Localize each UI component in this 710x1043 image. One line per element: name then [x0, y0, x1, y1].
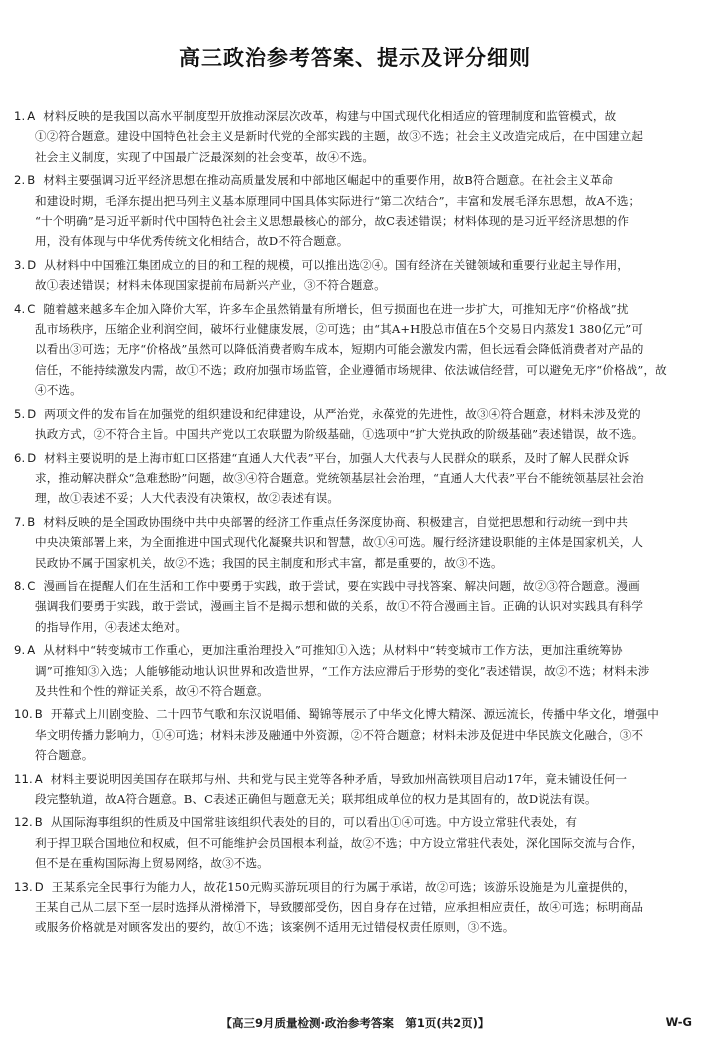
- answer-item: [14, 299, 697, 401]
- answer-item: [14, 255, 697, 296]
- explanation-text: 漫画旨在提醒人们在生活和工作中要勇于实践，敢于尝试，要在实践中寻找答案、解决问题，故②③符合题意。漫画: [43, 578, 640, 593]
- explanation-text: 故①表述错误；材料未体现国家提前布局新兴产业，③不符合题意。: [35, 278, 386, 293]
- answer-choice: C: [27, 301, 36, 316]
- answer-line: [14, 424, 697, 444]
- explanation-text: 材料主要说明的是上海市虹口区搭建“直通人大代表”平台，加强人大代表与人民群众的联系，及时了解人民群众诉: [44, 450, 630, 465]
- explanation-text: 段完整轨道，故A符合题意。B、C表述正确但与题意无关；联邦组成单位的权力是其固有的，故D说法有误。: [35, 792, 597, 806]
- answer-key: [14, 407, 44, 421]
- explanation-text: 华文明传播力影响力，①④可选；材料未涉及融通中外资源，②不符合题意；材料未涉及促进中华民族文化融合，③不: [35, 727, 644, 742]
- answer-item: [14, 704, 697, 765]
- answer-line: [14, 191, 697, 211]
- explanation-text: 乱市场秩序，压缩企业利润空间，破坏行业健康发展，②可选；由“其A+H股总市值在5个交易日内蒸发1 380亿元”可: [35, 322, 643, 337]
- answer-choice: D: [27, 257, 37, 272]
- footer-page-info: 【高三9月质量检测·政治参考答案 第1页(共2页)】: [220, 1016, 490, 1030]
- explanation-text: 材料反映的是全国政协围绕中共中央部署的经济工作重点任务深度协商、积极建言，自觉把思想和行动统一到中共: [43, 514, 629, 529]
- explanation-text: 中央决策部署上来，为全面推进中国式现代化凝聚共识和智慧，故①④可选。履行经济建设职能的主体是国家机关，人: [35, 535, 644, 550]
- question-number: 11.: [14, 771, 33, 786]
- answer-item: [14, 812, 697, 873]
- answer-line: [14, 725, 697, 745]
- answer-line: [14, 339, 697, 359]
- explanation-text: 王某自己从二层下至一层时选择从滑梯滑下，导致腰部受伤，因自身存在过错，应承担相应责任，故④可选；标明商品: [35, 900, 644, 915]
- explanation-text: 和建设时期，毛泽东提出把马列主义基本原理同中国具体实际进行“第二次结合”，丰富和发展毛泽东思想，故A不选；: [35, 193, 641, 208]
- page-footer: [0, 1015, 710, 1031]
- explanation-text: 用，没有体现与中华优秀传统文化相结合，故D不符合题意。: [35, 234, 349, 249]
- explanation-text: ④不选。: [35, 383, 82, 398]
- answer-line: [14, 853, 697, 873]
- answer-key: [14, 302, 43, 316]
- question-number: 9.: [14, 643, 26, 658]
- answer-item: [14, 877, 697, 938]
- answer-line: [14, 833, 697, 853]
- explanation-text: 随着越来越多车企加入降价大军，许多车企虽然销量有所增长，但亏损面也在进一步扩大，可推知无序“价格战”扰: [43, 301, 629, 316]
- explanation-text: 利于捍卫联合国地位和权威，但不可能维护会员国根本利益，故②不选；中方设立常驻代表处，深化国际交流与合作，: [35, 835, 644, 850]
- explanation-text: 及共性和个性的辩证关系，故④不符合题意。: [35, 683, 269, 698]
- explanation-text: 材料反映的是我国以高水平制度型开放推动深层次改革，构建与中国式现代化相适应的管理制度和监管模式，故: [43, 109, 617, 123]
- answer-key: [14, 707, 51, 721]
- question-number: 3.: [14, 257, 26, 272]
- answer-line: [14, 275, 697, 295]
- explanation-text: 材料主要说明因美国存在联邦与州、共和党与民主党等各种矛盾，导致加州高铁项目启动17年，竟未铺设任何一: [50, 771, 628, 786]
- answer-line: [14, 897, 697, 917]
- answer-line: [14, 512, 697, 532]
- answer-line: [14, 532, 697, 552]
- explanation-text: 强调我们要勇于实践，敢于尝试，漫画主旨不是揭示想和做的关系，故①不符合漫画主旨。正确的认识对实践具有科学: [35, 599, 644, 614]
- explanation-text: 符合题意。: [35, 748, 94, 763]
- answer-key: [14, 109, 43, 123]
- answer-choice: A: [27, 109, 36, 123]
- answer-item: [14, 404, 697, 445]
- answer-line: [14, 789, 697, 809]
- answer-key: [14, 173, 43, 187]
- answer-item: [14, 512, 697, 573]
- answer-item: [14, 106, 697, 167]
- answer-choice: D: [27, 406, 37, 421]
- answer-line: [14, 917, 697, 937]
- answer-line: [14, 769, 697, 789]
- question-number: 10.: [14, 707, 33, 722]
- answer-choice: A: [27, 643, 36, 658]
- answer-choice: B: [34, 815, 43, 830]
- answer-item: [14, 448, 697, 509]
- answer-choice: B: [34, 707, 43, 722]
- answer-key: [14, 258, 44, 272]
- explanation-text: 材料主要强调习近平经济思想在推动高质量发展和中部地区崛起中的重要作用，故B符合题意。在社会主义革命: [43, 173, 614, 188]
- explanation-text: 从材料中“转变城市工作重心，更加注重治理投入”可推知①入选；从材料中“转变城市工作方法，更加注重统筹协: [43, 643, 623, 658]
- question-number: 12.: [14, 815, 33, 830]
- answer-line: [14, 380, 697, 400]
- footer-code: W-G: [665, 1015, 692, 1029]
- answer-line: [14, 745, 697, 765]
- question-number: 8.: [14, 578, 26, 593]
- answer-line: [14, 404, 697, 424]
- explanation-text: 理，故①表述不妥；人大代表没有决策权，故②表述有误。: [35, 491, 340, 506]
- answer-list: [14, 106, 697, 941]
- answer-line: [14, 812, 697, 832]
- question-number: 5.: [14, 406, 26, 421]
- answer-line: [14, 360, 697, 380]
- answer-line: [14, 640, 697, 660]
- explanation-text: 以看出③可选；无序“价格战”虽然可以降低消费者购车成本，短期内可能会激发内需，但长远看会降低消费者对产品的: [35, 342, 644, 357]
- answer-item: [14, 640, 697, 701]
- answer-key: [14, 579, 43, 593]
- answer-key: [14, 880, 52, 894]
- answer-choice: B: [27, 173, 36, 188]
- answer-line: [14, 126, 697, 146]
- answer-key: [14, 451, 44, 465]
- answer-key: [14, 515, 43, 529]
- answer-line: [14, 211, 697, 231]
- explanation-text: 或服务价格就是对顾客发出的要约，故①不选；该案例不适用无过错侵权责任原则，③不选。: [35, 920, 515, 935]
- question-number: 1.: [14, 109, 26, 123]
- answer-choice: A: [34, 771, 43, 786]
- answer-line: [14, 877, 697, 897]
- explanation-text: 执政方式，②不符合主旨。中国共产党以工农联盟为阶级基础，①选项中“扩大党执政的阶级基础”表述错误，故不选。: [35, 427, 644, 442]
- explanation-text: 王某系完全民事行为能力人，故花150元购买游玩项目的行为属于承诺，故②可选；该游乐设施是为儿童提供的，: [51, 879, 636, 894]
- answer-choice: D: [27, 450, 37, 465]
- answer-choice: D: [34, 879, 44, 894]
- explanation-text: 调”可推知③入选；人能够能动地认识世界和改造世界，“工作方法应滞后于形势的变化”表述错误，故②不选；材料未涉: [35, 663, 650, 678]
- explanation-text: 求，推动解决群众“急难愁盼”问题，故③④符合题意。党统领基层社会治理，“直通人大代表”平台不能统领基层社会治: [35, 470, 644, 485]
- answer-choice: B: [27, 514, 36, 529]
- explanation-text: 信任，不能持续激发内需，故①不选；政府加强市场监管，企业遵循市场规律、依法诚信经营，可以避免无序“价格战”，故: [35, 362, 667, 377]
- answer-line: [14, 661, 697, 681]
- answer-item: [14, 769, 697, 810]
- answer-line: [14, 596, 697, 616]
- explanation-text: 开幕式上川剧变脸、二十四节气歌和东汉说唱俑、蜀锦等展示了中华文化博大精深、源远流长，传播中华文化，增强中: [50, 707, 659, 722]
- answer-line: [14, 576, 697, 596]
- answer-line: [14, 299, 697, 319]
- page-title: 高三政治参考答案、提示及评分细则: [179, 46, 531, 70]
- explanation-text: 但不是在重构国际海上贸易网络，故③不选。: [35, 856, 269, 871]
- answer-line: [14, 488, 697, 508]
- answer-line: [14, 704, 697, 724]
- explanation-text: 从材料中中国雅江集团成立的目的和工程的规模，可以推出选②④。国有经济在关键领域和重要行业起主导作用，: [44, 257, 629, 272]
- question-number: 13.: [14, 879, 33, 894]
- answer-line: [14, 106, 697, 126]
- explanation-text: 两项文件的发布旨在加强党的组织建设和纪律建设，从严治党，永葆党的先进性，故③④符合题意，材料未涉及党的: [44, 406, 641, 421]
- answer-choice: C: [27, 578, 36, 593]
- answer-line: [14, 255, 697, 275]
- answer-item: [14, 170, 697, 252]
- answer-key: [14, 772, 51, 786]
- answer-line: [14, 617, 697, 637]
- answer-item: [14, 576, 697, 637]
- question-number: 2.: [14, 173, 26, 188]
- explanation-text: 从国际海事组织的性质及中国常驻该组织代表处的目的，可以看出①④可选。中方设立常驻代表处，有: [50, 815, 578, 830]
- answer-line: [14, 231, 697, 251]
- explanation-text: 民政协不属于国家机关，故②不选；我国的民主制度和形式丰富，都是重要的，故③不选。: [35, 555, 503, 570]
- answer-line: [14, 553, 697, 573]
- answer-key: [14, 643, 43, 657]
- answer-line: [14, 147, 697, 167]
- answer-line: [14, 448, 697, 468]
- answer-line: [14, 319, 697, 339]
- explanation-text: ①②符合题意。建设中国特色社会主义是新时代党的全部实践的主题，故③不选；社会主义改造完成后，在中国建立起: [35, 129, 644, 144]
- answer-key: [14, 815, 51, 829]
- question-number: 7.: [14, 514, 26, 529]
- explanation-text: 社会主义制度，实现了中国最广泛最深刻的社会变革，故④不选。: [35, 149, 375, 164]
- explanation-text: “十个明确”是习近平新时代中国特色社会主义思想最核心的部分，故C表述错误；材料体现的是习近平经济思想的作: [35, 214, 630, 229]
- answer-line: [14, 468, 697, 488]
- question-number: 4.: [14, 301, 26, 316]
- answer-line: [14, 681, 697, 701]
- explanation-text: 的指导作用，④表述太绝对。: [35, 619, 188, 634]
- answer-line: [14, 170, 697, 190]
- question-number: 6.: [14, 450, 26, 465]
